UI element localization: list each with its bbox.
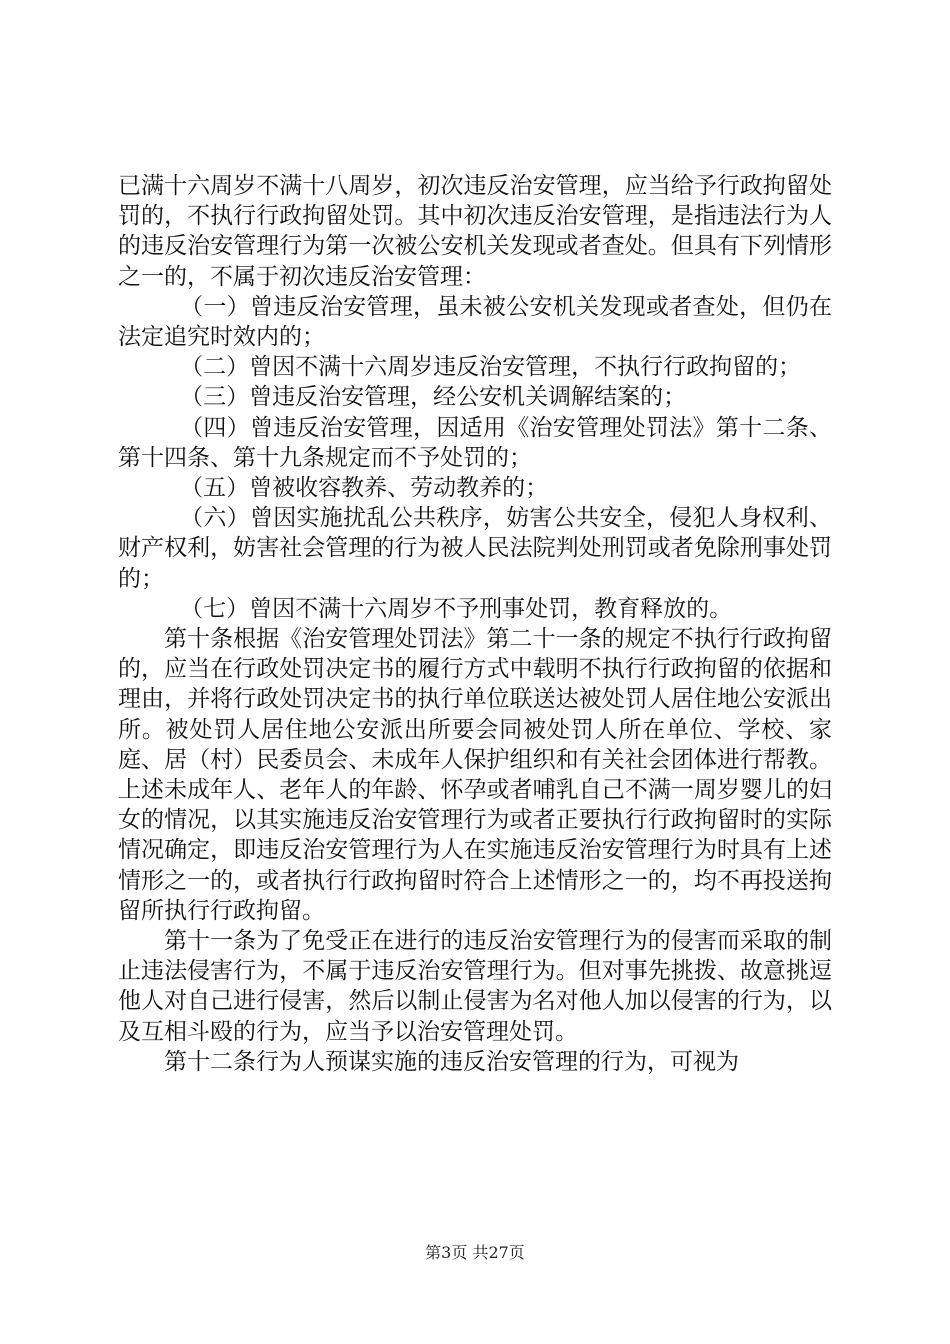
list-item: （六）曾因实施扰乱公共秩序，妨害公共安全，侵犯人身权利、财产权利，妨害社会管理的行为被人民法院判处刑罚或者免除刑事处罚的； xyxy=(118,505,832,592)
list-item: （二）曾因不满十六周岁违反治安管理，不执行行政拘留的； xyxy=(180,354,802,381)
document-body xyxy=(118,171,832,1077)
list-item: （七）曾因不满十六周岁不予刑事处罚，教育释放的。 xyxy=(180,595,733,622)
list-item: （五）曾被收容教养、劳动教养的； xyxy=(180,475,549,502)
paragraph: 第十一条为了免受正在进行的违反治安管理行为的侵害而采取的制止违法侵害行为，不属于违反治安管理行为。但对事先挑拨、故意挑逗他人对自己进行侵害，然后以制止侵害为名对他人加以侵害的行为，以及互相斗殴的行为，应当予以治安管理处罚。 xyxy=(118,928,832,1045)
paragraph: 第十条根据《治安管理处罚法》第二十一条的规定不执行行政拘留的，应当在行政处罚决定书的履行方式中载明不执行行政拘留的依据和理由，并将行政处罚决定书的执行单位联送达被处罚人居住地公安派出所。被处罚人居住地公安派出所要会同被处罚人所在单位、学校、家庭、居（村）民委员会、未成年人保护组织和有关社会团体进行帮教。上述未成年人、老年人的年龄、怀孕或者哺乳自己不满一周岁婴儿的妇女的情况，以其实施违反治安管理行为或者正要执行行政拘留时的实际情况确定，即违反治安管理行为人在实施违反治安管理行为时具有上述情形之一的，或者执行行政拘留时符合上述情形之一的，均不再投送拘留所执行行政拘留。 xyxy=(118,626,832,924)
list-item: （三）曾违反治安管理，经公安机关调解结案的； xyxy=(180,384,687,411)
list-item: （四）曾违反治安管理，因适用《治安管理处罚法》第十二条、第十四条、第十九条规定而不予处罚的； xyxy=(118,414,832,471)
page-number: 第3页 共27页 xyxy=(425,1243,525,1262)
paragraph: 第十二条行为人预谋实施的违反治安管理的行为，可视为 xyxy=(164,1048,739,1075)
paragraph: 已满十六周岁不满十八周岁，初次违反治安管理，应当给予行政拘留处罚的，不执行行政拘留处罚。其中初次违反治安管理，是指违法行为人的违反治安管理行为第一次被公安机关发现或者查处。但具有下列情形之一的，不属于初次违反治安管理： xyxy=(118,173,832,290)
page-footer xyxy=(0,1243,950,1263)
list-item: （一）曾违反治安管理，虽未被公安机关发现或者查处，但仍在法定追究时效内的； xyxy=(118,293,832,351)
